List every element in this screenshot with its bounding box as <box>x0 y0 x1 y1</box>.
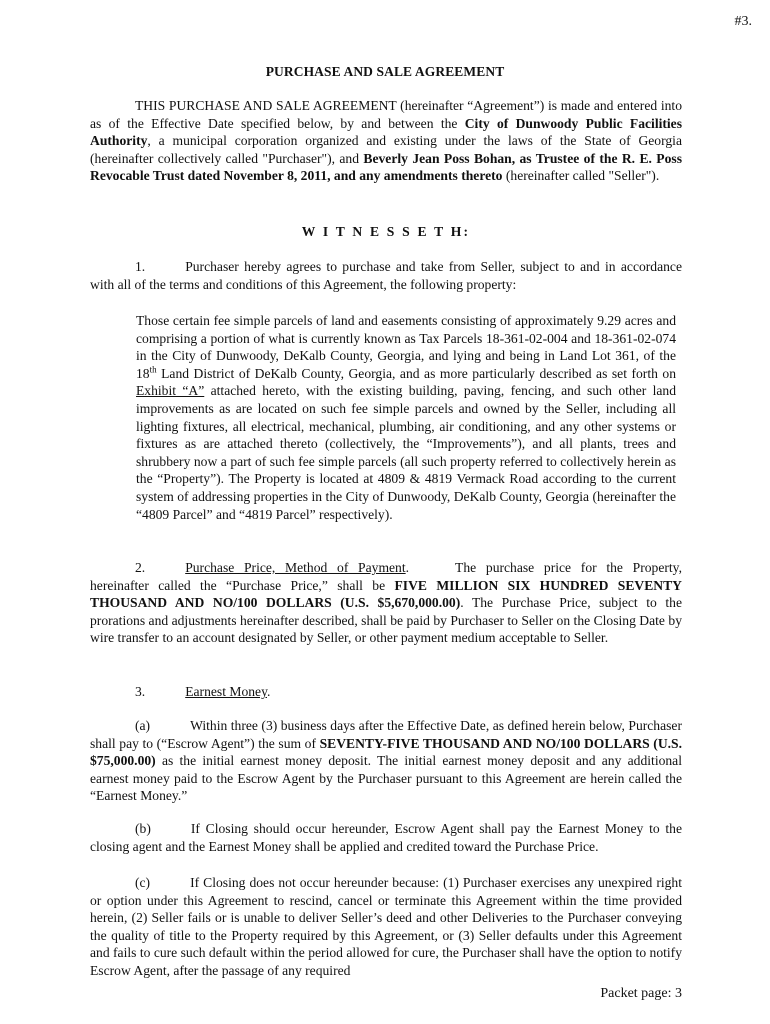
section-3c-label: (c) <box>135 875 151 890</box>
section-1-number: 1. <box>135 259 146 274</box>
section-3a-label: (a) <box>135 718 151 733</box>
property-text-3: attached hereto, with the existing building, paving, fencing, and such other land improvements as are located on such fee simple parcels and owned by the Seller, including all lighting fixtures, all electrical, mechanical, plumbing, air conditioning, and any other systems or fixtures as are attached thereto (collectively, the “Improvements”), and all plants, trees and shrubbery now a part of such fee simple parcels (all such property referred to collectively herein as the “Property”). The Property is located at 4809 & 4819 Vermack Road according to the current system of addressing properties in the City of Dunwoody, DeKalb County, Georgia (hereinafter the “4809 Parcel” and “4819 Parcel” respectively). <box>136 383 676 522</box>
section-2-text-1: The purchase price for the Property, hereinafter called the “Purchase Price,” shall be <box>90 560 682 593</box>
intro-paragraph <box>90 97 682 185</box>
packet-page-footer: Packet page: 3 <box>600 986 682 1001</box>
section-2-text-2: . The Purchase Price, subject to the prorations and adjustments hereinafter described, shall be paid by Purchaser to Seller on the Closing Date by wire transfer to an account designated by Seller, or other payment medium acceptable to Seller. <box>90 595 682 646</box>
agreement-title: PURCHASE AND SALE AGREEMENT <box>265 64 505 79</box>
exhibit-a-reference: Exhibit “A” <box>136 383 205 399</box>
section-2: 2. Purchase Price, Method of Payment. The purchase price for the Property, hereinafter called the “Purchase Price,” shall be FIVE MILLION SIX HUNDRED SEVENTY THOUSAND AND NO/100 DOLLARS (U.S. $5,670,000.00). The Purchase Price, subject to the prorations and adjustments hereinafter described, shall be paid by Purchaser to Seller on the Closing Date by wire transfer to an account designated by Seller, or other payment medium acceptable to Seller. <box>90 560 682 646</box>
section-3a <box>90 717 682 805</box>
section-1-text: Purchaser hereby agrees to purchase and take from Seller, subject to and in accordance with all of the terms and conditions of this Agreement, the following property: <box>90 259 682 292</box>
witnesseth-heading-wrap <box>90 223 682 241</box>
property-superscript: th <box>149 364 157 375</box>
section-3b-text: If Closing should occur hereunder, Escrow Agent shall pay the Earnest Money to the closing agent and the Earnest Money shall be applied and credited toward the Purchase Price. <box>90 821 682 854</box>
section-3b-label: (b) <box>135 821 151 836</box>
section-3a-text-2: as the initial earnest money deposit. The initial earnest money deposit and any additional earnest money paid to the Escrow Agent by the Purchaser pursuant to this Agreement are herein called the “Earnest Money.” <box>90 753 682 804</box>
earnest-money-amount: SEVENTY-FIVE THOUSAND AND NO/100 DOLLARS (U.S. $75,000.00) <box>90 735 683 769</box>
property-text-2: Land District of DeKalb County, Georgia, and as more particularly described as set forth on <box>156 365 676 381</box>
purchaser-name: City of Dunwoody Public Facilities Authority <box>90 115 682 149</box>
section-3c <box>90 874 682 980</box>
document-number: #3. <box>734 14 752 29</box>
section-3-heading: Earnest Money <box>185 684 267 699</box>
intro-text-1: THIS PURCHASE AND SALE AGREEMENT (hereinafter “Agreement”) is made and entered into as of the Effective Date specified below, by and between the <box>90 98 682 131</box>
section-3-number: 3. <box>135 684 146 699</box>
intro-text-3: (hereinafter called "Seller"). <box>502 168 660 184</box>
section-3b <box>90 820 682 855</box>
witnesseth-heading: W I T N E S S E T H: <box>301 224 471 239</box>
seller-name: Beverly Jean Poss Bohan, as Trustee of the R. E. Poss Revocable Trust dated November 8, 2011, and any amendments thereto <box>90 150 682 184</box>
section-1 <box>90 258 682 293</box>
property-description <box>90 312 682 523</box>
section-3: 3. Earnest Money. <box>135 684 271 699</box>
section-2-number: 2. <box>135 560 146 575</box>
section-2-heading: Purchase Price, Method of Payment <box>185 560 406 575</box>
intro-text-2: , a municipal corporation organized and existing under the laws of the State of Georgia (hereinafter collectively called "Purchaser"), and <box>90 133 682 166</box>
property-text-1: Those certain fee simple parcels of land and easements consisting of approximately 9.29 acres and comprising a portion of what is currently known as Tax Parcels 18-361-02-004 and 18-361-02-074 in the City of Dunwoody, DeKalb County, Georgia, and lying and being in Land Lot 361, of the 18 <box>136 313 676 381</box>
section-3a-text-1: Within three (3) business days after the Effective Date, as defined herein below, Purchaser shall pay to (“Escrow Agent”) the sum of <box>90 718 682 751</box>
purchase-price-amount: FIVE MILLION SIX HUNDRED SEVENTY THOUSAND AND NO/100 DOLLARS (U.S. $5,670,000.00) <box>90 577 682 611</box>
section-3c-text: If Closing does not occur hereunder because: (1) Purchaser exercises any unexpired right or option under this Agreement to rescind, cancel or terminate this Agreement within the time provided herein, (2) Seller fails or is unable to deliver Seller’s deed and other Deliveries to the Purchaser conveying the quality of title to the Property required by this Agreement, or (3) Seller defaults under this Agreement and fails to cure such default within the period allowed for cure, the Purchaser shall have the option to notify Escrow Agent, after the passage of any required <box>90 875 682 978</box>
